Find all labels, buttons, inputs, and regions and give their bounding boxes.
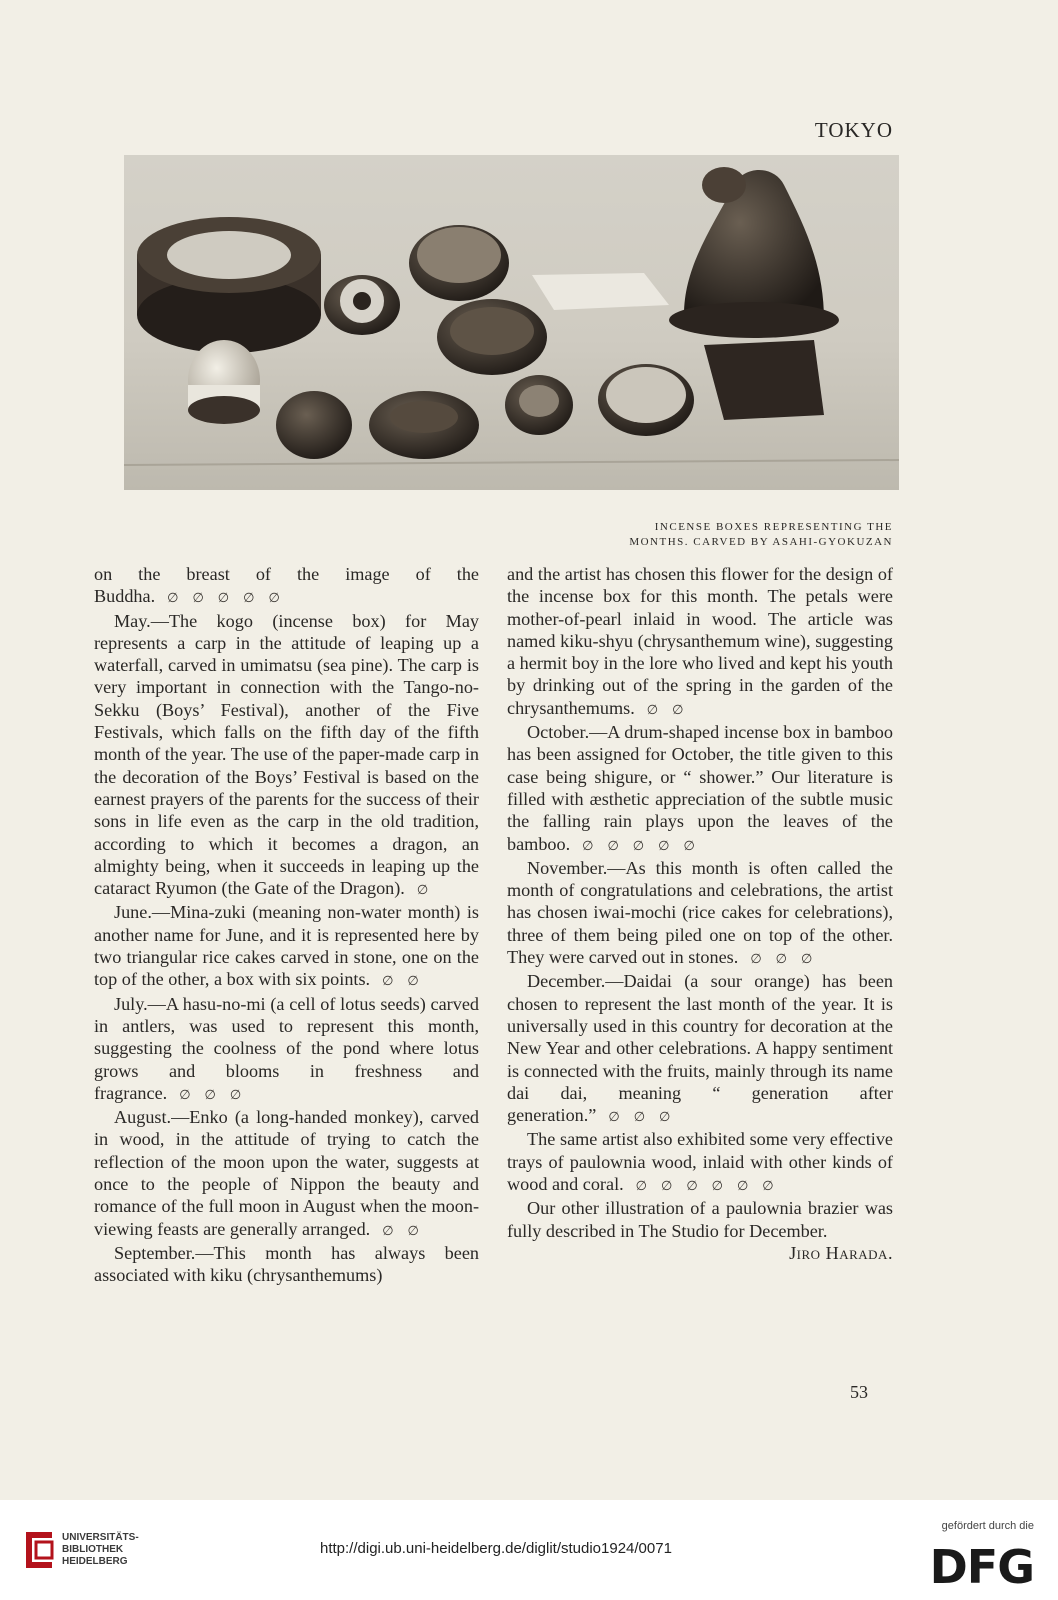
- ornament-icon: ∅∅∅: [179, 1086, 256, 1102]
- left-column: [94, 563, 479, 1287]
- paragraph: September.—This month has always been associated with kiku (chrysanthemums): [94, 1242, 479, 1286]
- page-number: 53: [850, 1382, 868, 1402]
- ornament-icon: ∅∅∅∅∅∅: [635, 1178, 788, 1194]
- ornament-icon: ∅∅∅: [608, 1109, 685, 1125]
- ornament-icon: ∅∅: [382, 1222, 433, 1238]
- paragraph: and the artist has chosen this flower for the design of the incense box for this month. The petals were mother-of-pearl inlaid in wood. The article was named kiku-shyu (chrysanthemum wine), suggesting a hermit boy in the lore who lived and kept his youth by drinking out of the spring in the garden of the chrysanthemums. ∅∅: [507, 564, 893, 718]
- library-logo-icon: [22, 1528, 56, 1572]
- ornament-icon: ∅∅: [382, 973, 433, 989]
- caption-line-2: MONTHS. CARVED BY ASAHI-GYOKUZAN: [629, 536, 893, 548]
- ornament-icon: ∅∅∅: [750, 951, 827, 967]
- paragraph: August.—Enko (a long-handed monkey), carved in wood, in the attitude of trying to catch the reflection of the moon upon the water, suggests at once to the people of Nippon the beauty and romance of the full moon in August when the moon-viewing feasts are generally arranged. ∅∅: [94, 1107, 479, 1239]
- source-url-link[interactable]: http://digi.ub.uni-heidelberg.de/diglit/studio1924/0071: [320, 1540, 672, 1557]
- ornament-icon: ∅∅∅∅∅: [582, 837, 709, 853]
- library-name: UNIVERSITÄTS- BIBLIOTHEK HEIDELBERG: [62, 1532, 139, 1567]
- photo-illustration: [124, 155, 899, 490]
- ornament-icon: ∅∅∅∅∅: [167, 590, 294, 606]
- ornament-icon: ∅: [416, 882, 443, 898]
- author-signature: Jiro Harada.: [789, 1242, 893, 1263]
- running-title: TOKYO: [814, 118, 893, 142]
- ornament-icon: ∅∅: [646, 701, 698, 717]
- right-column: [507, 563, 893, 1264]
- paragraph: The same artist also exhibited some very effective trays of paulownia wood, inlaid with other kinds of wood and coral. ∅∅∅∅∅∅: [507, 1129, 893, 1195]
- paragraph: July.—A hasu-no-mi (a cell of lotus seeds) carved in antlers, was used to represent this month, suggesting the coolness of the pond where lotus grows and blooms in freshness and fragrance. ∅∅∅: [94, 993, 479, 1103]
- paragraph: May.—The kogo (incense box) for May represents a carp in the attitude of leaping up a waterfall, carved in umimatsu (sea pine). The carp is very important in connection with the Tango-no-Sekku (Boys’ Festival), another of the Five Festivals, which falls on the fifth day of the fifth month of the year. The use of the paper-made carp in the decoration of the Boys’ Festival is based on the earnest prayers of the parents for the success of their sons in life even as the carp in the old tradition, according to which it becomes a dragon, an almighty being, when it succeeds in leaping up the cataract Ryumon (the Gate of the Dragon). ∅: [94, 610, 479, 899]
- digitization-footer: [0, 1500, 1058, 1600]
- paragraph: Our other illustration of a paulownia brazier was fully described in The Studio for December. Jiro Harada.: [507, 1198, 893, 1263]
- figure-caption: [573, 520, 893, 550]
- dfg-logo: DFG: [929, 1540, 1034, 1594]
- paragraph: on the breast of the image of the Buddha. ∅∅∅∅∅: [94, 564, 479, 607]
- paragraph: June.—Mina-zuki (meaning non-water month) is another name for June, and it is represented here by two triangular rice cakes carved in stone, one on the top of the other, a box with six points. ∅∅: [94, 902, 479, 990]
- incense-boxes-photograph: [124, 155, 899, 490]
- funding-note: gefördert durch die: [941, 1520, 1034, 1532]
- paragraph: November.—As this month is often called the month of congratulations and celebrations, the artist has chosen iwai-mochi (rice cakes for celebrations), three of them being piled one on top of the other. They were carved out in stones. ∅∅∅: [507, 857, 893, 968]
- caption-line-1: INCENSE BOXES REPRESENTING THE: [654, 521, 893, 533]
- paragraph: October.—A drum-shaped incense box in bamboo has been assigned for October, the title given to this case being shigure, or “ shower.” Our literature is filled with æsthetic appreciation of the subtle music the falling rain plays upon the leaves of the bamboo. ∅∅∅∅∅: [507, 722, 893, 854]
- paragraph: December.—Daidai (a sour orange) has been chosen to represent the last month of the year. It is universally used in this country for decoration at the New Year and other celebrations. A happy sentiment is connected with the fruits, mainly through its name dai dai, meaning “ generation after generation.” ∅∅∅: [507, 971, 893, 1126]
